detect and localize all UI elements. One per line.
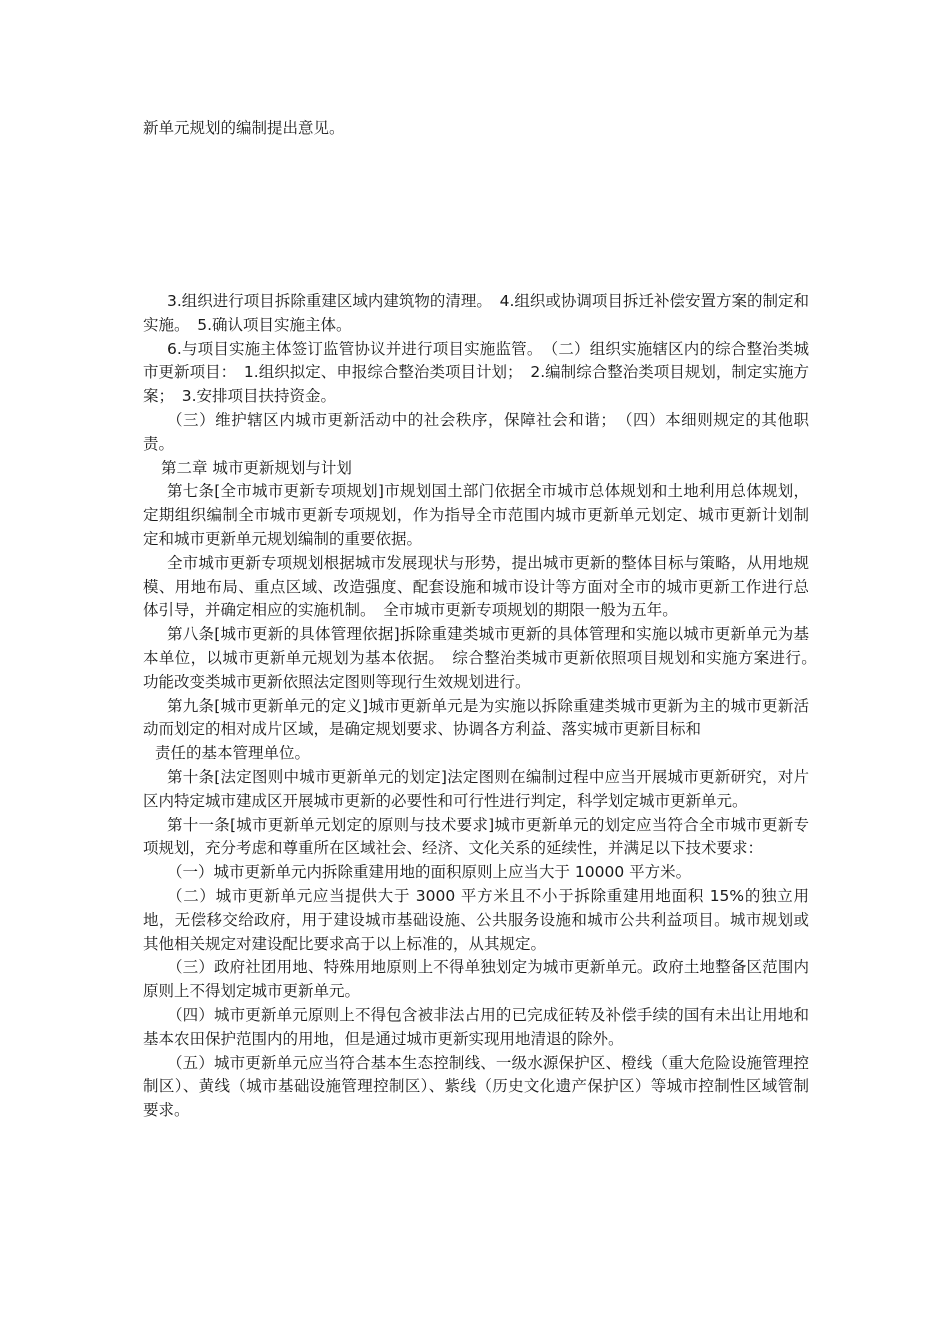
document-body — [143, 290, 825, 1123]
article-11-item-1: （一）城市更新单元内拆除重建用地的面积原则上应当大于 10000 平方米。 — [167, 863, 692, 882]
article-11-item-5: （五）城市更新单元应当符合基本生态控制线、一级水源保护区、橙线（重大危险设施管理控制区）、黄线（城市基础设施管理控制区）、紫线（历史文化遗产保护区）等城市控制性区域管制要求。 — [143, 1053, 809, 1120]
paragraph-duties-6-comprehensive: 6.与项目实施主体签订监管协议并进行项目实施监管。 （二）组织实施辖区内的综合整治类城市更新项目： 1.组织拟定、申报综合整治类项目计划； 2.编制综合整治类项目规划，制定实施方案； 3.安排项目扶持资金。 — [143, 339, 809, 406]
article-10: 第十条[法定图则中城市更新单元的划定]法定图则在编制过程中应当开展城市更新研究，对片区内特定城市建成区开展城市更新的必要性和可行性进行判定，科学划定城市更新单元。 — [143, 767, 809, 810]
article-9: 第九条[城市更新单元的定义]城市更新单元是为实施以拆除重建类城市更新为主的城市更新活动而划定的相对成片区域，是确定规划要求、协调各方利益、落实城市更新目标和 — [143, 696, 809, 739]
article-11: 第十一条[城市更新单元划定的原则与技术要求]城市更新单元的划定应当符合全市城市更新专项规划，充分考虑和尊重所在区域社会、经济、文化关系的延续性，并满足以下技术要求： — [143, 815, 809, 858]
article-8: 第八条[城市更新的具体管理依据]拆除重建类城市更新的具体管理和实施以城市更新单元为基本单位，以城市更新单元规划为基本依据。 综合整治类城市更新依照项目规划和实施方案进行。 功能改变类城市更新依照法定图则等现行生效规划进行。 — [143, 625, 825, 691]
article-11-item-3: （三）政府社团用地、特殊用地原则上不得单独划定为城市更新单元。政府土地整备区范围内原则上不得划定城市更新单元。 — [143, 958, 809, 1001]
article-7-continued: 全市城市更新专项规划根据城市发展现状与形势，提出城市更新的整体目标与策略，从用地规模、用地布局、重点区域、改造强度、配套设施和城市设计等方面对全市的城市更新工作进行总体引导，并确定相应的实施机制。 全市城市更新专项规划的期限一般为五年。 — [143, 553, 809, 620]
article-11-item-2: （二）城市更新单元应当提供大于 3000 平方米且不小于拆除重建用地面积 15%的独立用地，无偿移交给政府，用于建设城市基础设施、公共服务设施和城市公共利益项目。城市规划或其他相关规定对建设配比要求高于以上标准的，从其规定。 — [143, 886, 809, 953]
article-7: 第七条[全市城市更新专项规划]市规划国土部门依据全市城市总体规划和土地利用总体规划，定期组织编制全市城市更新专项规划，作为指导全市范围内城市更新单元划定、城市更新计划制定和城市更新单元规划编制的重要依据。 — [143, 482, 809, 548]
paragraph-duties-3-5: 3.组织进行项目拆除重建区域内建筑物的清理。 4.组织或协调项目拆迁补偿安置方案的制定和实施。 5.确认项目实施主体。 — [143, 292, 809, 334]
article-11-item-4: （四）城市更新单元原则上不得包含被非法占用的已完成征转及补偿手续的国有未出让用地和基本农田保护范围内的用地，但是通过城市更新实现用地清退的除外。 — [143, 1005, 809, 1048]
continuation-paragraph: 新单元规划的编制提出意见。 — [143, 119, 345, 137]
page-top-fragment — [143, 117, 809, 141]
article-9-continued: 责任的基本管理单位。 — [155, 744, 311, 763]
paragraph-duties-social-order: （三）维护辖区内城市更新活动中的社会秩序，保障社会和谐； （四）本细则规定的其他职责。 — [143, 410, 809, 453]
chapter-heading: 第二章 城市更新规划与计划 — [161, 458, 352, 477]
